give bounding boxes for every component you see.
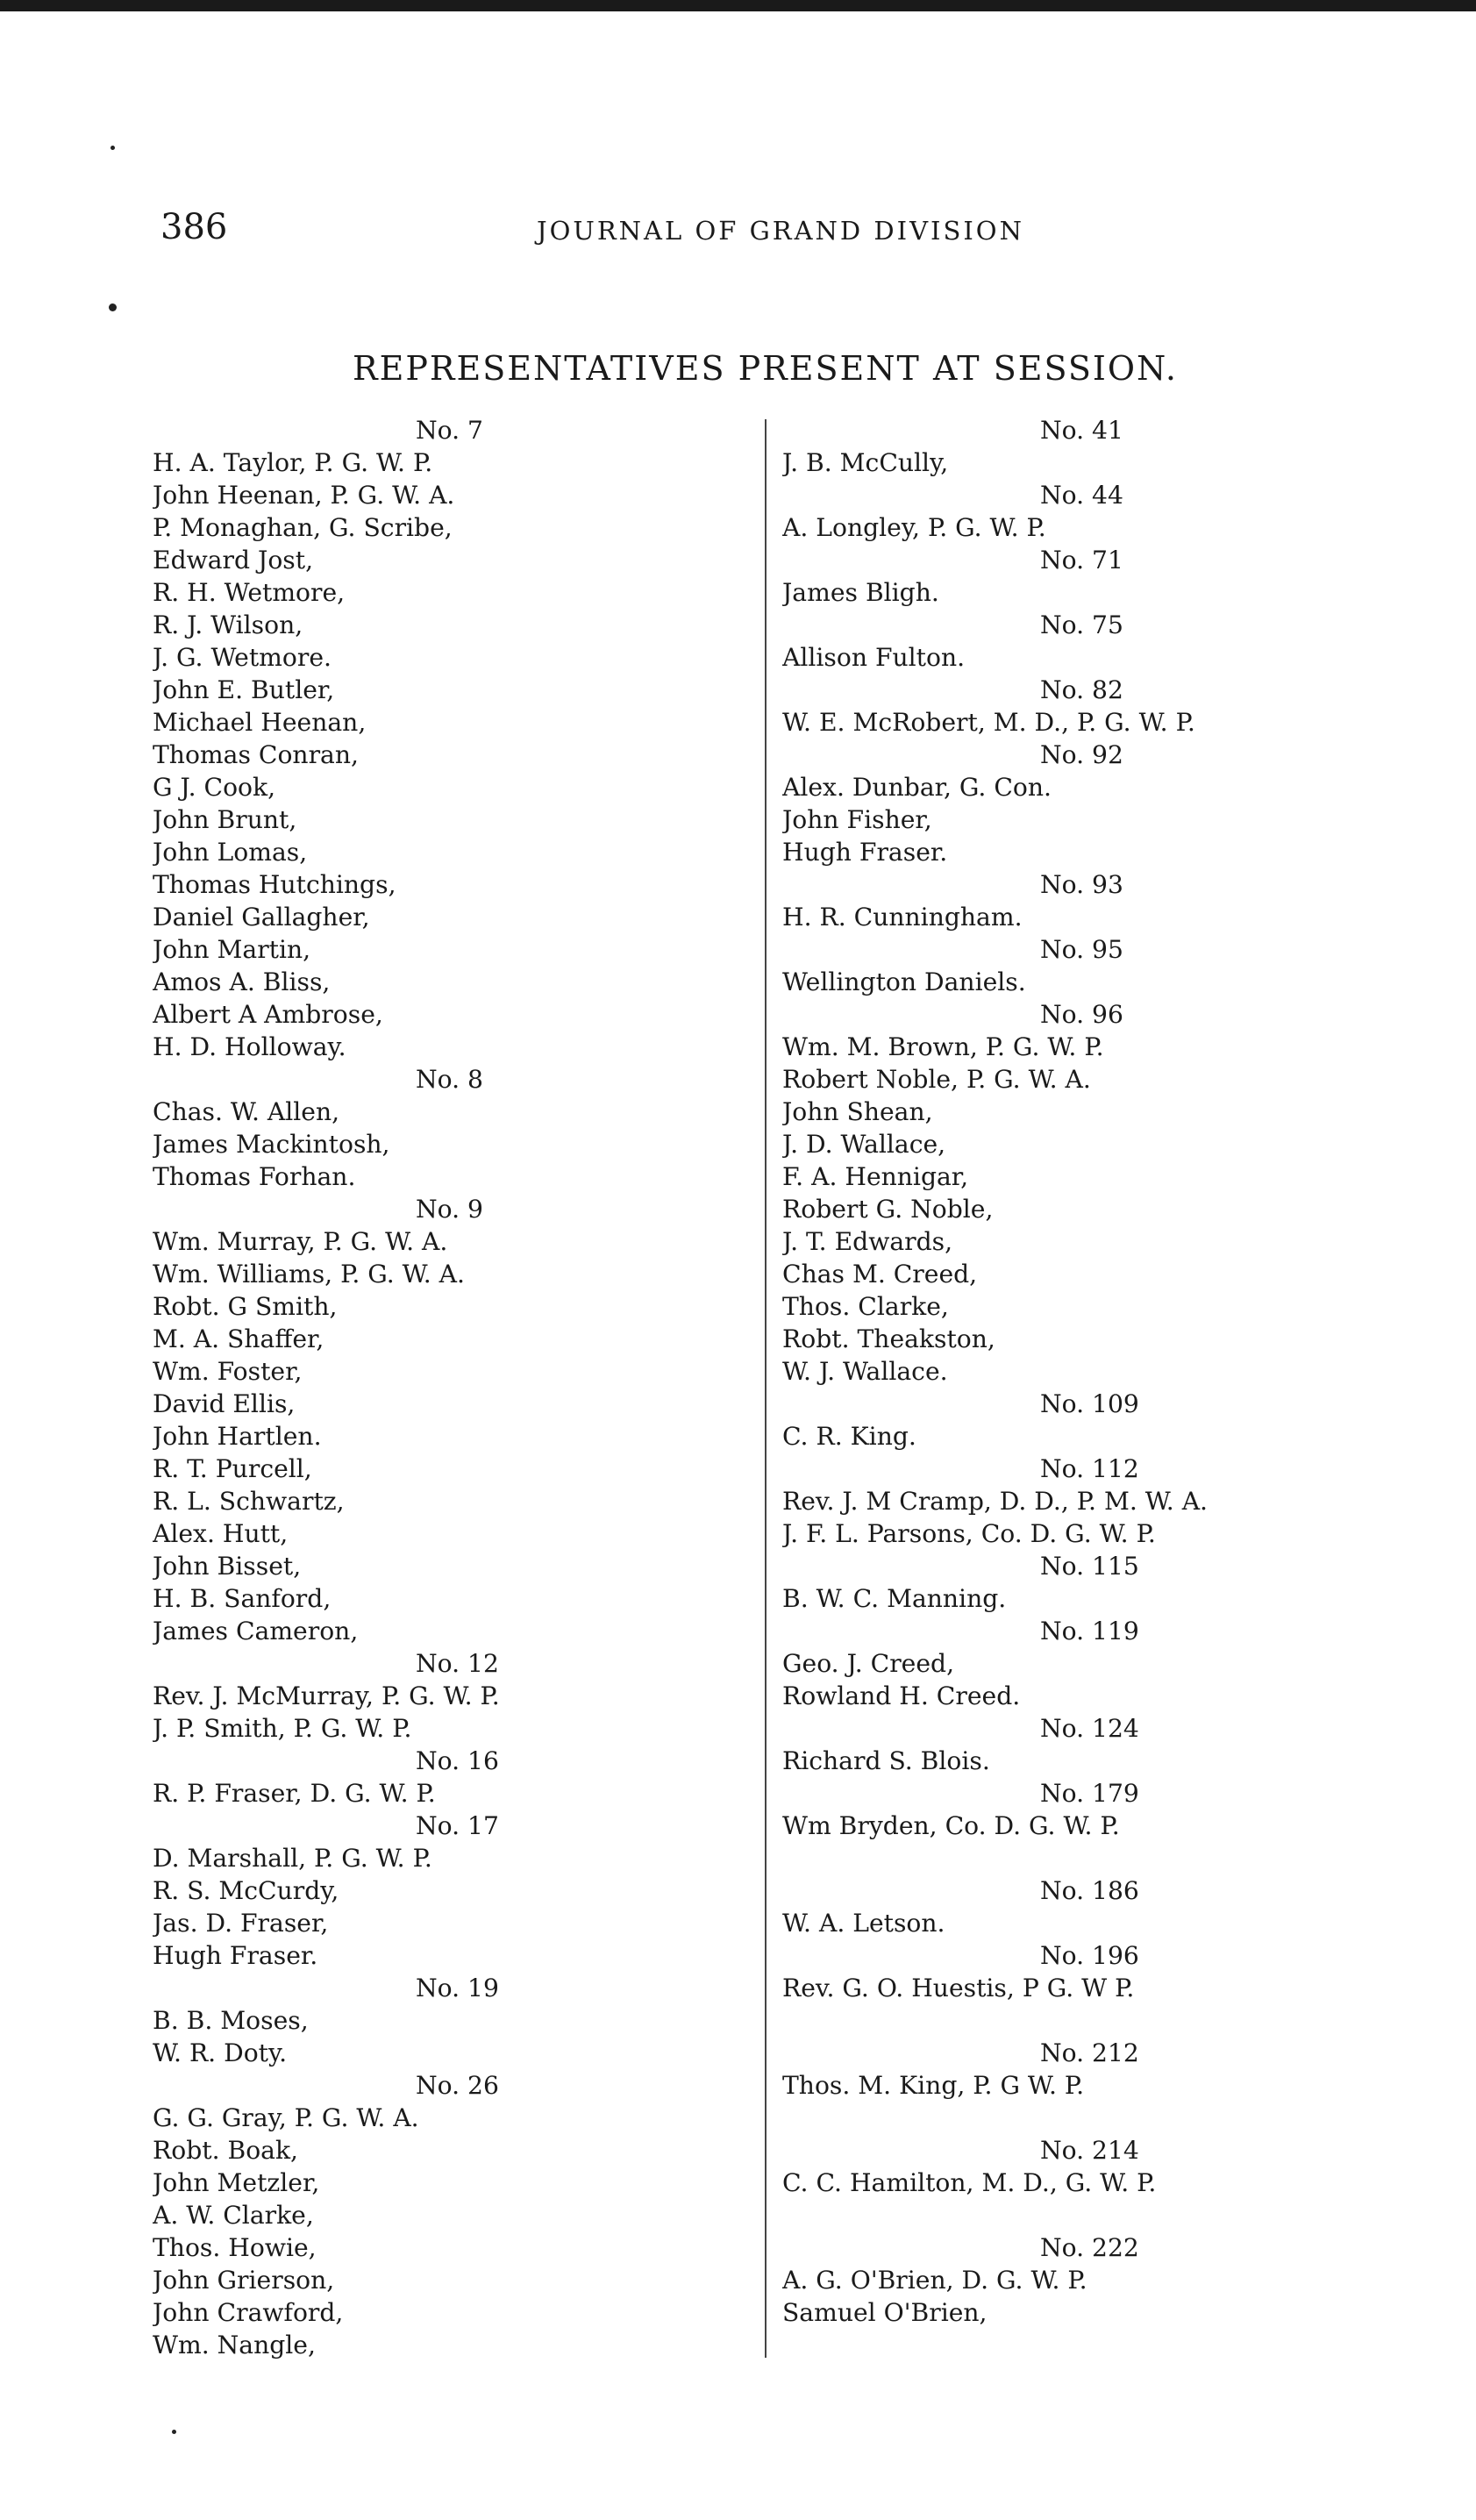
representative-name: Geo. J. Creed, — [782, 1649, 955, 1678]
representative-name: R. H. Wetmore, — [153, 578, 346, 607]
representative-name: A. G. O'Brien, D. G. W. P. — [782, 2266, 1087, 2295]
representative-name: J. D. Wallace, — [782, 1130, 946, 1159]
representative-name: John Lomas, — [153, 838, 308, 867]
representative-name: Thos. Clarke, — [782, 1292, 949, 1321]
running-head: JOURNAL OF GRAND DIVISION — [537, 216, 1024, 246]
division-number: No. 93 — [1040, 870, 1123, 899]
representative-name: Wm. Foster, — [153, 1357, 303, 1386]
representative-name: John E. Butler, — [153, 675, 335, 704]
representative-name: Wm. M. Brown, P. G. W. P. — [782, 1032, 1104, 1061]
representative-name: H. R. Cunningham. — [782, 903, 1023, 932]
representative-name: John Hartlen. — [153, 1422, 322, 1451]
representative-name: Rev. J. McMurray, P. G. W. P. — [153, 1681, 500, 1710]
representative-name: B. W. C. Manning. — [782, 1584, 1007, 1613]
representative-name: Hugh Fraser. — [782, 838, 948, 867]
representative-name: J. G. Wetmore. — [153, 643, 332, 672]
representative-name: W. R. Doty. — [153, 2038, 288, 2067]
representative-name: Robt. Theakston, — [782, 1324, 995, 1353]
representative-name: James Cameron, — [153, 1617, 359, 1645]
column-divider — [765, 419, 767, 2358]
representative-name: A. Longley, P. G. W. P. — [782, 513, 1046, 542]
ink-speck — [172, 2430, 176, 2434]
representative-name: Michael Heenan, — [153, 708, 367, 737]
representative-name: Richard S. Blois. — [782, 1746, 990, 1775]
division-number: No. 19 — [416, 1974, 499, 2002]
representative-name: Robert Noble, P. G. W. A. — [782, 1065, 1091, 1094]
representative-name: R. P. Fraser, D. G. W. P. — [153, 1779, 436, 1808]
representative-name: John Crawford, — [153, 2298, 344, 2327]
representative-name: R. J. Wilson, — [153, 610, 303, 639]
division-number: No. 95 — [1040, 935, 1123, 964]
representative-name: James Bligh. — [782, 578, 939, 607]
representative-name: David Ellis, — [153, 1389, 296, 1418]
division-number: No. 196 — [1040, 1941, 1139, 1970]
blank-line — [782, 2199, 1396, 2231]
representative-name: W. A. Letson. — [782, 1909, 945, 1938]
blank-line — [782, 2004, 1396, 2037]
representative-name: D. Marshall, P. G. W. P. — [153, 1844, 432, 1873]
representative-name: Robert G. Noble, — [782, 1195, 994, 1224]
representative-name: Alex. Dunbar, G. Con. — [782, 773, 1052, 802]
section-title: REPRESENTATIVES PRESENT AT SESSION. — [353, 349, 1178, 388]
representative-name: G J. Cook, — [153, 773, 276, 802]
representative-name: R. L. Schwartz, — [153, 1487, 345, 1516]
division-number: No. 26 — [416, 2071, 499, 2100]
representative-name: P. Monaghan, G. Scribe, — [153, 513, 453, 542]
representative-name: Thos. M. King, P. G W. P. — [782, 2071, 1085, 2100]
left-column — [153, 414, 714, 2361]
representative-name: C. R. King. — [782, 1422, 916, 1451]
representative-name: John Bisset, — [153, 1552, 302, 1581]
representative-name: H. A. Taylor, P. G. W. P. — [153, 448, 433, 477]
division-number: No. 186 — [1040, 1876, 1139, 1905]
representative-name: Amos A. Bliss, — [153, 967, 331, 996]
representative-name: Wm. Murray, P. G. W. A. — [153, 1227, 448, 1256]
representative-name: Wm. Nangle, — [153, 2331, 316, 2359]
division-number: No. 71 — [1040, 546, 1123, 575]
representative-name: R. T. Purcell, — [153, 1454, 312, 1483]
division-number: No. 124 — [1040, 1714, 1139, 1743]
representative-name: Chas M. Creed, — [782, 1260, 978, 1289]
representative-name: Robt. G Smith, — [153, 1292, 338, 1321]
representative-name: Rev. J. M Cramp, D. D., P. M. W. A. — [782, 1487, 1209, 1516]
representative-name: W. E. McRobert, M. D., P. G. W. P. — [782, 708, 1195, 737]
division-number: No. 119 — [1040, 1617, 1139, 1645]
division-number: No. 112 — [1040, 1454, 1139, 1483]
division-number: No. 82 — [1040, 675, 1123, 704]
page-number: 386 — [160, 207, 228, 247]
representative-name: C. C. Hamilton, M. D., G. W. P. — [782, 2168, 1157, 2197]
representative-name: Wm Bryden, Co. D. G. W. P. — [782, 1811, 1120, 1840]
representative-name: Edward Jost, — [153, 546, 314, 575]
representative-name: Thomas Conran, — [153, 740, 359, 769]
representative-name: John Martin, — [153, 935, 311, 964]
division-number: No. 8 — [416, 1065, 483, 1094]
right-column — [782, 414, 1396, 2329]
representative-name: Jas. D. Fraser, — [153, 1909, 329, 1938]
ink-speck — [111, 146, 115, 150]
blank-line — [782, 2102, 1396, 2134]
representative-name: Alex. Hutt, — [153, 1519, 289, 1548]
representative-name: Thos. Howie, — [153, 2233, 317, 2262]
representative-name: John Grierson, — [153, 2266, 335, 2295]
representative-name: H. B. Sanford, — [153, 1584, 332, 1613]
division-number: No. 7 — [416, 416, 483, 445]
top-border-rule — [0, 0, 1476, 11]
representative-name: Daniel Gallagher, — [153, 903, 370, 932]
representative-name: John Brunt, — [153, 805, 297, 834]
representative-name: R. S. McCurdy, — [153, 1876, 339, 1905]
representative-name: Wellington Daniels. — [782, 967, 1026, 996]
representative-name: Albert A Ambrose, — [153, 1000, 383, 1029]
representative-name: W. J. Wallace. — [782, 1357, 948, 1386]
representative-name: Rowland H. Creed. — [782, 1681, 1021, 1710]
division-number: No. 75 — [1040, 610, 1123, 639]
representative-name: James Mackintosh, — [153, 1130, 390, 1159]
representative-name: Thomas Hutchings, — [153, 870, 396, 899]
division-number: No. 41 — [1040, 416, 1123, 445]
representative-name: Thomas Forhan. — [153, 1162, 356, 1191]
division-number: No. 9 — [416, 1195, 483, 1224]
representative-name: Rev. G. O. Huestis, P G. W P. — [782, 1974, 1135, 2002]
division-number: No. 214 — [1040, 2136, 1139, 2165]
representative-name: A. W. Clarke, — [153, 2201, 314, 2230]
division-number: No. 96 — [1040, 1000, 1123, 1029]
representative-name: John Fisher, — [782, 805, 932, 834]
representative-name: John Metzler, — [153, 2168, 320, 2197]
representative-name: Samuel O'Brien, — [782, 2298, 988, 2327]
division-number: No. 115 — [1040, 1552, 1139, 1581]
representative-name: F. A. Hennigar, — [782, 1162, 969, 1191]
division-number: No. 16 — [416, 1746, 499, 1775]
representative-name: J. P. Smith, P. G. W. P. — [153, 1714, 412, 1743]
blank-line — [782, 1842, 1396, 1874]
representative-name: J. T. Edwards, — [782, 1227, 953, 1256]
division-number: No. 222 — [1040, 2233, 1139, 2262]
division-number: No. 12 — [416, 1649, 499, 1678]
representative-name: Chas. W. Allen, — [153, 1097, 340, 1126]
representative-name: B. B. Moses, — [153, 2006, 309, 2035]
division-number: No. 212 — [1040, 2038, 1139, 2067]
representative-name: John Heenan, P. G. W. A. — [153, 481, 455, 510]
division-number: No. 17 — [416, 1811, 499, 1840]
representative-name: Wm. Williams, P. G. W. A. — [153, 1260, 465, 1289]
division-number: No. 109 — [1040, 1389, 1139, 1418]
representative-name: M. A. Shaffer, — [153, 1324, 324, 1353]
representative-name: J. B. McCully, — [782, 448, 949, 477]
representative-name: H. D. Holloway. — [153, 1032, 346, 1061]
representative-name: Robt. Boak, — [153, 2136, 299, 2165]
ink-speck — [109, 303, 117, 311]
representative-name: Allison Fulton. — [782, 643, 966, 672]
representative-name: John Shean, — [782, 1097, 933, 1126]
division-number: No. 44 — [1040, 481, 1123, 510]
representative-name: J. F. L. Parsons, Co. D. G. W. P. — [782, 1519, 1156, 1548]
division-number: No. 179 — [1040, 1779, 1139, 1808]
division-number: No. 92 — [1040, 740, 1123, 769]
representative-name: G. G. Gray, P. G. W. A. — [153, 2103, 419, 2132]
representative-name: Hugh Fraser. — [153, 1941, 318, 1970]
